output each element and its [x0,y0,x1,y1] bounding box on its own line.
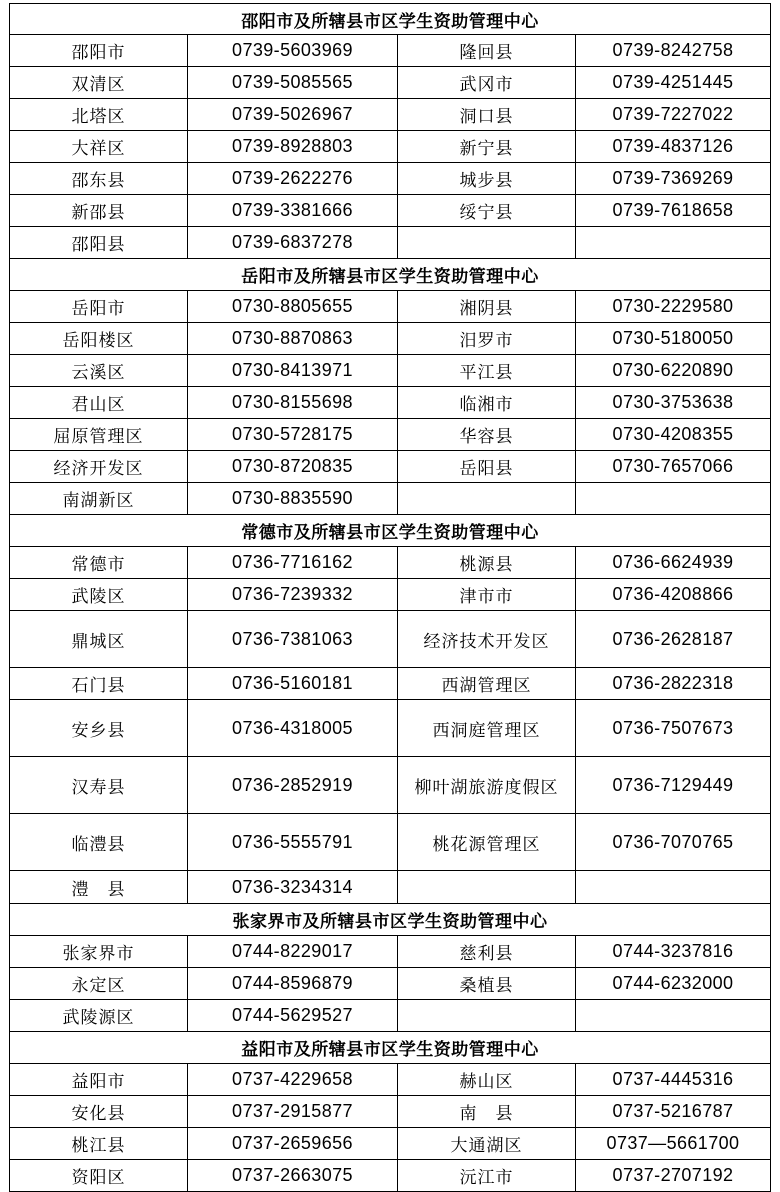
phone-number: 0737—5661700 [576,1128,771,1160]
table-row [10,1096,771,1128]
district-name: 新邵县 [10,195,188,227]
phone-number: 0739-6837278 [188,227,398,259]
district-name: 张家界市 [10,936,188,968]
district-name: 岳阳楼区 [10,323,188,355]
table-row [10,387,771,419]
table-row [10,67,771,99]
district-name: 汉寿县 [10,757,188,814]
table-row [10,579,771,611]
phone-number: 0737-5216787 [576,1096,771,1128]
table-row [10,547,771,579]
district-name: 经济开发区 [10,451,188,483]
district-name: 君山区 [10,387,188,419]
phone-number: 0739-7618658 [576,195,771,227]
section-header-row [10,259,771,291]
empty-cell [576,227,771,259]
table-row [10,131,771,163]
phone-number: 0739-4251445 [576,67,771,99]
phone-number: 0737-4445316 [576,1064,771,1096]
district-name: 临澧县 [10,814,188,871]
phone-number: 0739-3381666 [188,195,398,227]
district-name: 桃江县 [10,1128,188,1160]
empty-cell [398,483,576,515]
section-header-row [10,515,771,547]
section-title: 岳阳市及所辖县市区学生资助管理中心 [10,259,771,291]
district-name: 云溪区 [10,355,188,387]
phone-number: 0736-7239332 [188,579,398,611]
table-row [10,99,771,131]
phone-number: 0736-4208866 [576,579,771,611]
district-name: 西洞庭管理区 [398,700,576,757]
phone-number: 0730-4208355 [576,419,771,451]
district-name: 沅江市 [398,1160,576,1192]
phone-number: 0739-2622276 [188,163,398,195]
district-name: 华容县 [398,419,576,451]
phone-number: 0737-2659656 [188,1128,398,1160]
district-name: 南 县 [398,1096,576,1128]
district-name: 湘阴县 [398,291,576,323]
table-row [10,757,771,814]
district-name: 大祥区 [10,131,188,163]
table-row [10,195,771,227]
district-name: 绥宁县 [398,195,576,227]
phone-number: 0730-8720835 [188,451,398,483]
district-name: 安化县 [10,1096,188,1128]
district-name: 双清区 [10,67,188,99]
district-name: 常德市 [10,547,188,579]
district-name: 津市市 [398,579,576,611]
section-title: 益阳市及所辖县市区学生资助管理中心 [10,1032,771,1064]
phone-number: 0739-5085565 [188,67,398,99]
district-name: 桑植县 [398,968,576,1000]
district-name: 经济技术开发区 [398,611,576,668]
district-name: 岳阳县 [398,451,576,483]
empty-cell [576,871,771,904]
district-name: 邵阳市 [10,35,188,67]
district-name: 武陵区 [10,579,188,611]
table-row [10,1128,771,1160]
phone-number: 0730-8835590 [188,483,398,515]
phone-number: 0730-5728175 [188,419,398,451]
phone-number: 0736-2852919 [188,757,398,814]
district-name: 西湖管理区 [398,668,576,700]
table-row [10,936,771,968]
phone-number: 0739-5026967 [188,99,398,131]
table-row [10,668,771,700]
phone-number: 0739-7369269 [576,163,771,195]
table-row [10,700,771,757]
district-name: 石门县 [10,668,188,700]
phone-number: 0739-7227022 [576,99,771,131]
table-row [10,291,771,323]
phone-number: 0736-6624939 [576,547,771,579]
district-name: 武冈市 [398,67,576,99]
district-name: 大通湖区 [398,1128,576,1160]
phone-number: 0736-7070765 [576,814,771,871]
directory-table [9,3,771,1192]
phone-number: 0736-5555791 [188,814,398,871]
phone-number: 0736-4318005 [188,700,398,757]
phone-number: 0736-7507673 [576,700,771,757]
phone-number: 0730-5180050 [576,323,771,355]
empty-cell [398,871,576,904]
district-name: 桃花源管理区 [398,814,576,871]
phone-number: 0737-2663075 [188,1160,398,1192]
table-row [10,419,771,451]
empty-cell [398,227,576,259]
empty-cell [398,1000,576,1032]
table-row [10,1160,771,1192]
district-name: 鼎城区 [10,611,188,668]
section-header-row [10,1032,771,1064]
phone-number: 0730-8870863 [188,323,398,355]
phone-number: 0744-5629527 [188,1000,398,1032]
table-row [10,35,771,67]
district-name: 屈原管理区 [10,419,188,451]
phone-number: 0730-8413971 [188,355,398,387]
table-row [10,483,771,515]
phone-number: 0736-7129449 [576,757,771,814]
district-name: 汨罗市 [398,323,576,355]
phone-number: 0730-7657066 [576,451,771,483]
district-name: 资阳区 [10,1160,188,1192]
phone-number: 0744-8596879 [188,968,398,1000]
table-row [10,968,771,1000]
empty-cell [576,483,771,515]
district-name: 岳阳市 [10,291,188,323]
district-name: 柳叶湖旅游度假区 [398,757,576,814]
district-name: 赫山区 [398,1064,576,1096]
directory-body [10,4,771,1192]
section-header-row [10,4,771,35]
district-name: 新宁县 [398,131,576,163]
table-row [10,1064,771,1096]
table-row [10,871,771,904]
district-name: 益阳市 [10,1064,188,1096]
table-row [10,814,771,871]
district-name: 临湘市 [398,387,576,419]
phone-number: 0736-7381063 [188,611,398,668]
phone-number: 0739-8928803 [188,131,398,163]
phone-number: 0730-8155698 [188,387,398,419]
district-name: 澧 县 [10,871,188,904]
section-title: 常德市及所辖县市区学生资助管理中心 [10,515,771,547]
table-row [10,451,771,483]
phone-number: 0736-5160181 [188,668,398,700]
table-row [10,227,771,259]
district-name: 城步县 [398,163,576,195]
district-name: 武陵源区 [10,1000,188,1032]
district-name: 安乡县 [10,700,188,757]
phone-number: 0737-4229658 [188,1064,398,1096]
district-name: 邵阳县 [10,227,188,259]
table-row [10,323,771,355]
phone-number: 0744-8229017 [188,936,398,968]
empty-cell [576,1000,771,1032]
section-header-row [10,904,771,936]
district-name: 南湖新区 [10,483,188,515]
phone-number: 0739-5603969 [188,35,398,67]
phone-number: 0736-3234314 [188,871,398,904]
table-row [10,163,771,195]
table-row [10,355,771,387]
district-name: 永定区 [10,968,188,1000]
district-name: 北塔区 [10,99,188,131]
district-name: 邵东县 [10,163,188,195]
section-title: 张家界市及所辖县市区学生资助管理中心 [10,904,771,936]
phone-number: 0737-2915877 [188,1096,398,1128]
table-row [10,1000,771,1032]
district-name: 慈利县 [398,936,576,968]
phone-number: 0736-2822318 [576,668,771,700]
district-name: 桃源县 [398,547,576,579]
table-row [10,611,771,668]
phone-number: 0736-2628187 [576,611,771,668]
phone-number: 0737-2707192 [576,1160,771,1192]
district-name: 隆回县 [398,35,576,67]
phone-number: 0739-8242758 [576,35,771,67]
district-name: 洞口县 [398,99,576,131]
phone-number: 0739-4837126 [576,131,771,163]
section-title: 邵阳市及所辖县市区学生资助管理中心 [10,4,771,35]
phone-number: 0730-2229580 [576,291,771,323]
phone-number: 0744-6232000 [576,968,771,1000]
phone-number: 0730-6220890 [576,355,771,387]
district-name: 平江县 [398,355,576,387]
phone-number: 0730-3753638 [576,387,771,419]
phone-number: 0736-7716162 [188,547,398,579]
phone-number: 0744-3237816 [576,936,771,968]
phone-number: 0730-8805655 [188,291,398,323]
